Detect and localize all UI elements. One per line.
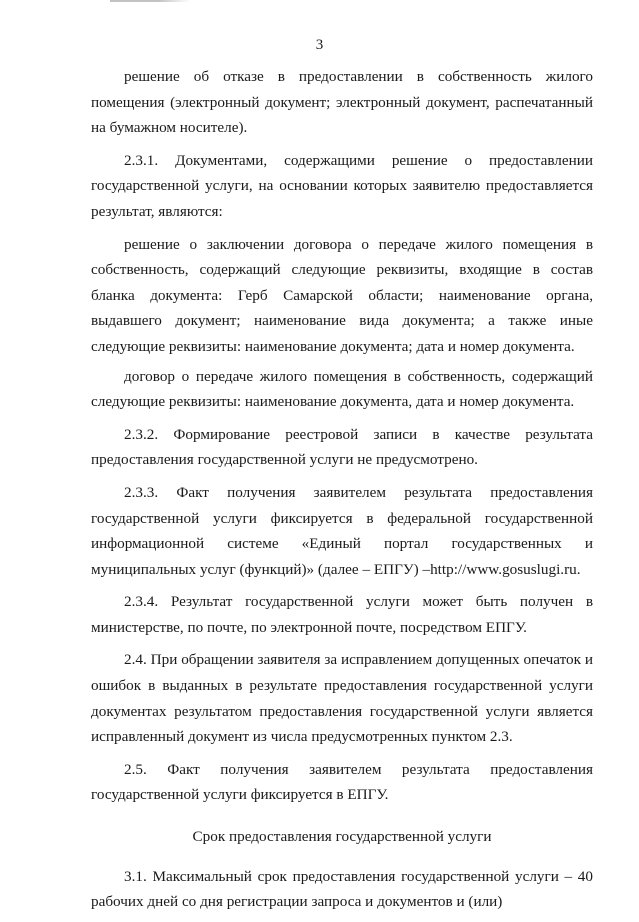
paragraph-2-4: 2.4. При обращении заявителя за исправлением допущенных опечаток и ошибок в выданных в результате предоставления государственной услуги документах результатом предоставления государственной услуги является исправленный документ из числа предусмотренных пунктом 2.3. — [91, 651, 593, 746]
paragraph-2-3-4: 2.3.4. Результат государственной услуги может быть получен в министерстве, по почте, по электронной почте, посредством ЕПГУ. — [91, 593, 593, 636]
scan-artifact-line — [110, 0, 190, 2]
paragraph-3-1: 3.1. Максимальный срок предоставления государственной услуги – 40 рабочих дней со дня регистрации запроса и документов и (или) — [91, 867, 593, 911]
document-body — [91, 64, 593, 922]
paragraph-decision-requisites: решение о заключении договора о передаче жилого помещения в собственность, содержащий следующие реквизиты, входящие в состав бланка документа: Герб Самарской области; наименование органа, выдавшего документ; наименование вида документа; а также иные следующие реквизиты: наименование документа; дата и номер документа. — [91, 235, 593, 355]
paragraph-2-3-2: 2.3.2. Формирование реестровой записи в качестве результата предоставления государственной услуги не предусмотрено. — [91, 425, 593, 469]
paragraph-refusal-decision: решение об отказе в предоставлении в собственность жилого помещения (электронный документ; электронный документ, распечатанный на бумажном носителе). — [91, 68, 593, 137]
paragraph-2-3-3: 2.3.3. Факт получения заявителем результата предоставления государственной услуги фиксируется в федеральной государственной информационной системе «Единый портал государственных и муниципальных услуг (функций)» (далее – ЕПГУ) –http://www.gosuslugi.ru. — [91, 483, 593, 578]
paragraph-contract-requisites: договор о передаче жилого помещения в собственность, содержащий следующие реквизиты: наименование документа, дата и номер документа. — [91, 367, 593, 411]
page-number: 3 — [315, 37, 324, 53]
paragraph-2-5: 2.5. Факт получения заявителем результата предоставления государственной услуги фиксируется в ЕПГУ. — [91, 760, 593, 804]
section-heading: Срок предоставления государственной услуги — [192, 828, 492, 846]
paragraph-2-3-1: 2.3.1. Документами, содержащими решение о предоставлении государственной услуги, на основании которых заявителю предоставляется результат, являются: — [91, 151, 593, 220]
